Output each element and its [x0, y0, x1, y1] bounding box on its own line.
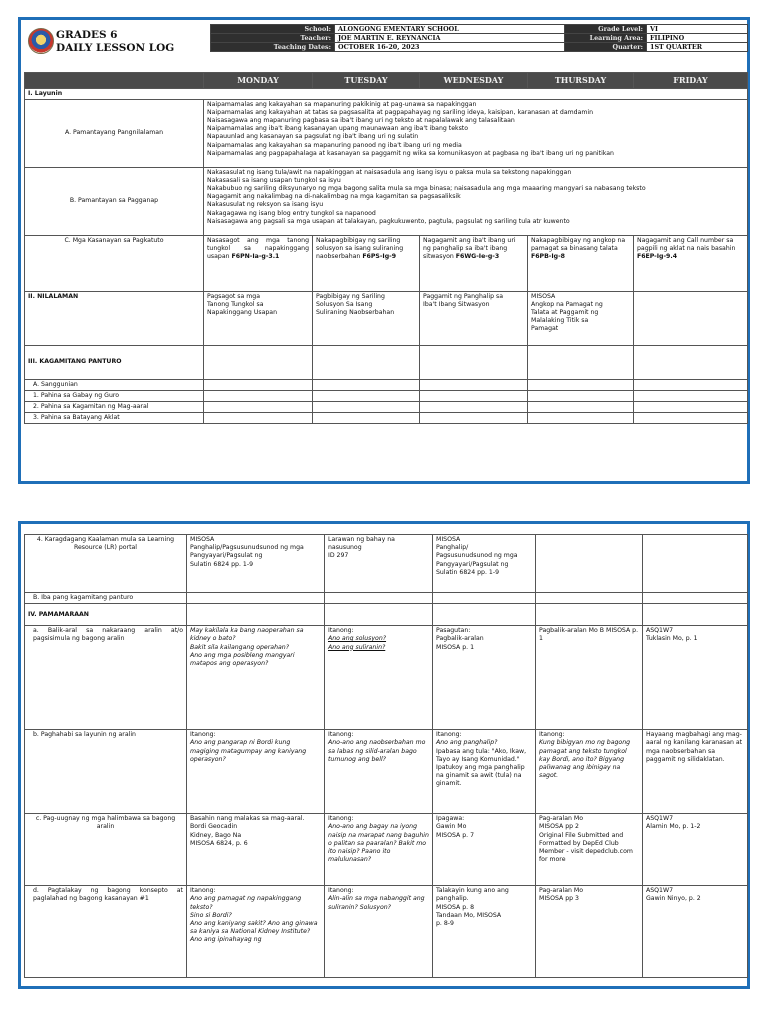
pahina-gabay-monday — [204, 390, 313, 401]
pahina-gabay-row — [25, 390, 748, 401]
pagtalakay-label: d. Pagtalakay ng bagong konsepto at paglalahad ng bagong kasanayan #1 — [25, 886, 187, 978]
pamamaraan-monday — [187, 604, 325, 626]
pag-uugnay-wednesday: Ipagawa: Gawin Mo MISOSA p. 7 — [433, 814, 536, 886]
kasanayan-tuesday — [313, 235, 420, 291]
balik-aral-friday: ASQ1W7 Tuklasin Mo, p. 1 — [643, 626, 748, 730]
layunin-row — [25, 88, 748, 99]
pamamaraan-thursday — [536, 604, 643, 626]
paghahabi-monday-head: Itanong: — [190, 731, 216, 739]
pamantayan-sa-pagganap-label: B. Pamantayan sa Pagganap — [25, 167, 204, 235]
pagtalakay-row — [25, 886, 748, 978]
lesson-log-header — [24, 24, 747, 70]
nilalaman-label: II. NILALAMAN — [25, 291, 204, 345]
lesson-log-page-1 — [18, 17, 750, 484]
lr-portal-row — [25, 535, 748, 593]
pag-uugnay-row — [25, 814, 748, 886]
nilalaman-thursday: MISOSA Angkop na Pamagat ng Talata at Paggamit ng Malalaking Titik sa Pamagat — [528, 291, 634, 345]
teaching-dates-value: OCTOBER 16-20, 2023 — [335, 43, 565, 52]
paghahabi-label: b. Paghahabi sa layunin ng aralin — [25, 730, 187, 814]
iba-pang-label: B. Iba pang kagamitang panturo — [25, 593, 187, 604]
kagamitang-friday — [634, 345, 748, 379]
pamamaraan-friday — [643, 604, 748, 626]
pahina-batayang-thursday — [528, 413, 634, 424]
teaching-dates-label: Teaching Dates: — [211, 43, 335, 52]
lr-portal-thursday — [536, 535, 643, 593]
pagtalakay-thursday: Pag-aralan Mo MISOSA pp 3 — [536, 886, 643, 978]
kasanayan-monday-text: Nasasagot ang mga tanong tungkol sa napakinggang usapan — [207, 236, 309, 261]
grade-level-value: VI — [647, 25, 748, 34]
iba-pang-tuesday — [325, 593, 433, 604]
day-tuesday: TUESDAY — [313, 73, 420, 89]
balik-aral-tuesday-head: Itanong: — [328, 627, 354, 635]
pahina-kagamitan-row — [25, 402, 748, 413]
nilalaman-wednesday: Paggamit ng Panghalip sa Iba't Ibang Sitwasyon — [420, 291, 528, 345]
header-info-table — [210, 24, 748, 52]
iba-pang-monday — [187, 593, 325, 604]
quarter-value: 1ST QUARTER — [647, 43, 748, 52]
kasanayan-row — [25, 235, 748, 291]
pamamaraan-label: IV. PAMAMARAAN — [25, 604, 187, 626]
pagtalakay-monday-head: Itanong: — [190, 887, 216, 895]
nilalaman-row — [25, 291, 748, 345]
balik-aral-label: a. Balik-aral sa nakaraang aralin at/o pagsisimula ng bagong aralin — [25, 626, 187, 730]
log-title-name: DAILY LESSON LOG — [56, 42, 175, 55]
pamamaraan-row — [25, 604, 748, 626]
sanggunian-label: A. Sanggunian — [25, 379, 204, 390]
pahina-kagamitan-friday — [634, 402, 748, 413]
pagtalakay-tuesday-text: Alin-alin sa mga nabanggit ang suliranin? Solusyon? — [328, 895, 425, 911]
kagamitang-wednesday — [420, 345, 528, 379]
paghahabi-tuesday — [325, 730, 433, 814]
kagamitang-thursday — [528, 345, 634, 379]
pahina-kagamitan-wednesday — [420, 402, 528, 413]
paghahabi-thursday — [536, 730, 643, 814]
balik-aral-wednesday: Pasagutan: Pagbalik-aralan MISOSA p. 1 — [433, 626, 536, 730]
layunin-heading: I. Layunin — [25, 88, 748, 99]
kasanayan-label: C. Mga Kasanayan sa Pagkatuto — [25, 235, 204, 291]
sanggunian-monday — [204, 379, 313, 390]
balik-aral-tuesday-q1: Ano ang solusyon? — [328, 635, 387, 643]
balik-aral-row — [25, 626, 748, 730]
pag-uugnay-tuesday-text: Ano-ano ang bagay na iyong naisip na marapat nang baguhin o palitan sa paaralan? Bakit mo ito naisip? Paano ito malulunasan? — [328, 823, 429, 864]
deped-seal-logo — [28, 28, 54, 54]
kasanayan-thursday — [528, 235, 634, 291]
pahina-batayang-row — [25, 413, 748, 424]
pahina-batayang-tuesday — [313, 413, 420, 424]
pamantayan-sa-pagganap-row — [25, 167, 748, 235]
pamantayang-pangnilalaman-text: Naipamamalas ang kakayahan sa mapanuring pakikinig at pag-unawa sa napakinggan Naipamamalas ang kakayahan at tatas sa pagsasalita at pagpapahayag ng sariling ideya, kaisipan, karanasan at damdamin Naisasagawa ang mapanuring pagbasa sa iba't ibang uri ng teksto at napalalawak ang talasalitaan Naipamamalas ang iba't ibang kasanayan upang maunawaan ang iba't ibang teksto Napauunlad ang kasanayan sa pagsulat ng iba't ibang uri ng sulatin Naipamamalas ang kakayahan sa mapanuring panood ng iba't ibang uri ng media Naipamamalas ang pagpapahalaga at kasanayan sa paggamit ng wika sa komunikasyon at pagbasa ng iba't ibang uri ng panitikan — [204, 99, 748, 167]
pagtalakay-monday-text: Ano ang pamagat ng napakinggang teksto? Sino si Bordi? Ano ang kaniyang sakit? Ano ang ginawa sa kaniya sa National Kidney Institute? Ano ang ipinahayag ng — [190, 895, 318, 944]
pag-uugnay-friday: ASQ1W7 Alamin Mo, p. 1-2 — [643, 814, 748, 886]
pahina-gabay-thursday — [528, 390, 634, 401]
kasanayan-friday — [634, 235, 748, 291]
kagamitang-row — [25, 345, 748, 379]
sanggunian-tuesday — [313, 379, 420, 390]
pahina-kagamitan-tuesday — [313, 402, 420, 413]
iba-pang-thursday — [536, 593, 643, 604]
iba-pang-wednesday — [433, 593, 536, 604]
balik-aral-thursday: Pagbalik-aralan Mo B MISOSA p. 1 — [536, 626, 643, 730]
lesson-log-table-1 — [24, 72, 748, 424]
lr-portal-wednesday: MISOSA Panghalip/ Pagsusunudsunod ng mga Pangyayari/Pagsulat ng Sulatin 6824 pp. 1-9 — [433, 535, 536, 593]
paghahabi-row — [25, 730, 748, 814]
pagtalakay-tuesday-head: Itanong: — [328, 887, 354, 895]
paghahabi-monday — [187, 730, 325, 814]
learning-area-label: Learning Area: — [565, 34, 647, 43]
kasanayan-monday — [204, 235, 313, 291]
balik-aral-tuesday-q2: Ano ang suliranin? — [328, 643, 386, 651]
pahina-kagamitan-monday — [204, 402, 313, 413]
kasanayan-tuesday-text: Nakapagbibigay ng sariling solusyon sa isang suliraning naobserbahan — [316, 236, 404, 261]
pagtalakay-friday: ASQ1W7 Gawin Ninyo, p. 2 — [643, 886, 748, 978]
pahina-gabay-tuesday — [313, 390, 420, 401]
lr-portal-monday: MISOSA Panghalip/Pagsusunudsunod ng mga Pangyayari/Pagsulat ng Sulatin 6824 pp. 1-9 — [187, 535, 325, 593]
days-header-corner — [25, 73, 204, 89]
pamantayang-pangnilalaman-label: A. Pamantayang Pangnilalaman — [25, 99, 204, 167]
pagtalakay-tuesday — [325, 886, 433, 978]
days-header-row — [25, 73, 748, 89]
lr-portal-friday — [643, 535, 748, 593]
nilalaman-tuesday: Pagbibigay ng Sariling Solusyon Sa Isang Suliraning Naobserbahan — [313, 291, 420, 345]
teacher-value: JOE MARTIN E. REYNANCIA — [335, 34, 565, 43]
paghahabi-tuesday-head: Itanong: — [328, 731, 354, 739]
kasanayan-wednesday-code: F6WG-Ie-g-3 — [455, 253, 500, 261]
paghahabi-thursday-head: Itanong: — [539, 731, 565, 739]
sanggunian-friday — [634, 379, 748, 390]
kasanayan-friday-code: F6EP-Ig-9.4 — [637, 253, 678, 261]
kasanayan-tuesday-code: F6PS-Ig-9 — [362, 253, 397, 261]
pamamaraan-tuesday — [325, 604, 433, 626]
day-friday: FRIDAY — [634, 73, 748, 89]
day-thursday: THURSDAY — [528, 73, 634, 89]
pamamaraan-wednesday — [433, 604, 536, 626]
nilalaman-friday — [634, 291, 748, 345]
pag-uugnay-tuesday-head: Itanong: — [328, 815, 354, 823]
quarter-label: Quarter: — [565, 43, 647, 52]
day-monday: MONDAY — [204, 73, 313, 89]
kasanayan-thursday-code: F6PB-Ig-8 — [531, 253, 565, 261]
paghahabi-monday-text: Ano ang pangarap ni Bordi kung magiging matagumpay ang kaniyang operasyon? — [190, 739, 307, 763]
teacher-label: Teacher: — [211, 34, 335, 43]
pahina-kagamitan-label: 2. Pahina sa Kagamitan ng Mag-aaral — [25, 402, 204, 413]
pahina-batayang-wednesday — [420, 413, 528, 424]
pahina-kagamitan-thursday — [528, 402, 634, 413]
paghahabi-tuesday-text: Ano-ano ang naobserbahan mo sa labas ng silid-aralan bago tumunog ang bell? — [328, 739, 426, 763]
day-wednesday: WEDNESDAY — [420, 73, 528, 89]
grade-level-label: Grade Level: — [565, 25, 647, 34]
paghahabi-wednesday-head: Itanong: — [436, 731, 462, 739]
paghahabi-wednesday — [433, 730, 536, 814]
kasanayan-thursday-text: Nakapagbibigay ng angkop na pamagat sa binasang talata — [531, 236, 626, 252]
nilalaman-monday: Pagsagot sa mga Tanong Tungkol sa Napakinggang Usapan — [204, 291, 313, 345]
pahina-gabay-friday — [634, 390, 748, 401]
pamantayan-sa-pagganap-text: Nakasasulat ng isang tula/awit na napakinggan at naisasadula ang isang isyu o paksa mula sa tekstong napakinggan Nakasasali sa isang usapan tungkol sa isyu Nakabubuo ng sariling diksyunaryo ng mga bagong salita mula sa mga binasa; naisasadula ang mga maaaring mangyari sa nabasang teksto Nagagamit ang nakalimbag na di-nakalimbag na mga kagamitan sa pagsasaliksik Nakasusulat ng reksyon sa isang isyu Nakagagawa ng isang blog entry tungkol sa napanood Naisasagawa ang pagsali sa mga usapan at talakayan, pagkukuwento, pagtula, pagsulat ng sariling tula atr kuwento — [204, 167, 748, 235]
paghahabi-thursday-text: Kung bibigyan mo ng bagong pamagat ang teksto tungkol kay Bordi, ano ito? Bigyang paliwanag ang ibinigay na sagot. — [539, 739, 631, 780]
pag-uugnay-thursday: Pag-aralan Mo MISOSA pp 2 Original File Submitted and Formatted by DepEd Club Member - visit depedclub.com for more — [536, 814, 643, 886]
kasanayan-friday-text: Nagagamit ang Call number sa pagpili ng aklat na nais basahin — [637, 236, 736, 252]
log-title — [56, 29, 174, 55]
paghahabi-wednesday-text: Ipabasa ang tula: "Ako, Ikaw, Tayo ay Isang Komunidad." Ipatukoy ang mga panghalip na ginamit sa awit (tula) na ginamit. — [436, 747, 527, 788]
lr-portal-tuesday: Larawan ng bahay na nasusunog ID 297 — [325, 535, 433, 593]
paghahabi-friday: Hayaang magbahagi ang mag-aaral ng kanilang karanasan at mga naobserbahan sa paggamit ng silidaklatan. — [643, 730, 748, 814]
school-value: ALONGONG EMENTARY SCHOOL — [335, 25, 565, 34]
iba-pang-friday — [643, 593, 748, 604]
pag-uugnay-label: c. Pag-uugnay ng mga halimbawa sa bagong aralin — [25, 814, 187, 886]
kagamitang-tuesday — [313, 345, 420, 379]
balik-aral-tuesday — [325, 626, 433, 730]
lr-portal-label: 4. Karagdagang Kaalaman mula sa Learning Resource (LR) portal — [25, 535, 187, 593]
pahina-gabay-wednesday — [420, 390, 528, 401]
pag-uugnay-monday: Basahin nang malakas sa mag-aaral. Bordi Geocadin Kidney, Bago Na MISOSA 6824, p. 6 — [187, 814, 325, 886]
pahina-gabay-label: 1. Pahina sa Gabay ng Guro — [25, 390, 204, 401]
pahina-batayang-friday — [634, 413, 748, 424]
balik-aral-monday: May kakilala ka bang naoperahan sa kidney o bato? Bakit sila kailangang operahan? Ano ang mga posibleng mangyari matapos ang operasyon? — [187, 626, 325, 730]
kasanayan-monday-code: F6PN-Ia-g-3.1 — [231, 253, 280, 261]
pagtalakay-monday — [187, 886, 325, 978]
lesson-log-page-2 — [18, 521, 750, 989]
kasanayan-wednesday-text: Nagagamit ang iba't ibang uri ng panghalip sa iba't ibang sitwasyon — [423, 236, 516, 261]
iba-pang-row — [25, 593, 748, 604]
lesson-log-table-2 — [24, 534, 748, 978]
log-title-grade: GRADES 6 — [56, 29, 118, 41]
learning-area-value: FILIPINO — [647, 34, 748, 43]
sanggunian-thursday — [528, 379, 634, 390]
pamantayang-pangnilalaman-row — [25, 99, 748, 167]
kagamitang-label: III. KAGAMITANG PANTURO — [25, 345, 204, 379]
paghahabi-wednesday-question: Ano ang panghalip? — [436, 739, 498, 747]
pahina-batayang-label: 3. Pahina sa Batayang Aklat — [25, 413, 204, 424]
sanggunian-wednesday — [420, 379, 528, 390]
sanggunian-row — [25, 379, 748, 390]
pagtalakay-wednesday: Talakayin kung ano ang panghalip. MISOSA p. 8 Tandaan Mo, MISOSA p. 8-9 — [433, 886, 536, 978]
pahina-batayang-monday — [204, 413, 313, 424]
kagamitang-monday — [204, 345, 313, 379]
pag-uugnay-tuesday — [325, 814, 433, 886]
school-label: School: — [211, 25, 335, 34]
kasanayan-wednesday — [420, 235, 528, 291]
